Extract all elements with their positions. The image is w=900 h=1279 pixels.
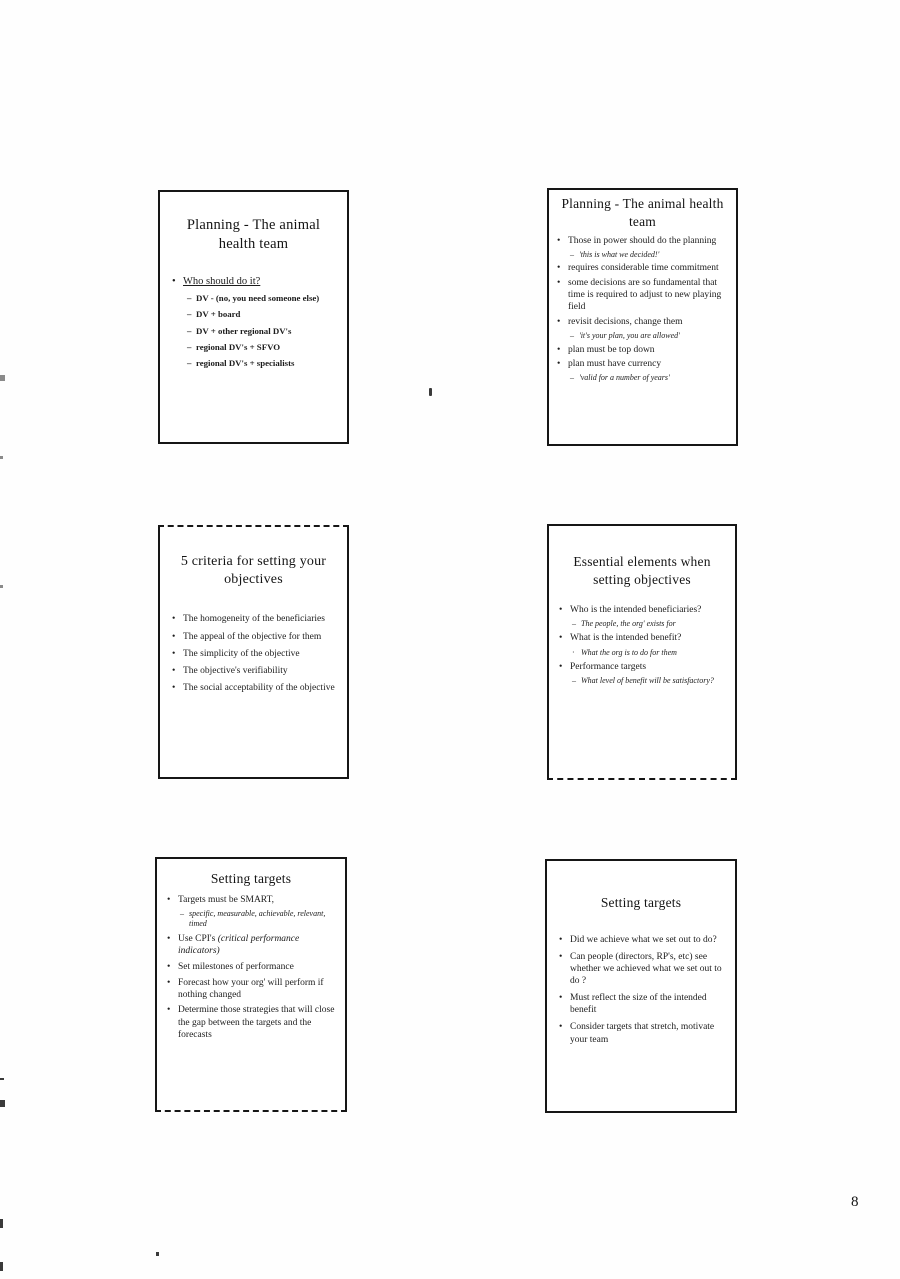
bullet-text: Those in power should do the planning [568,236,717,247]
bullet-text: some decisions are so fundamental that time is required to adjust to new playing field [568,278,722,313]
bullet-text: DV + other regional DV's [196,325,292,336]
bullet-item [557,358,728,370]
bullet-item [570,373,728,383]
bullet-text: Forecast how your org' will perform if nothing changed [178,977,324,1000]
slide-planning-team-2 [547,188,738,446]
scan-artifact [156,1252,159,1256]
bullet-dot-icon: • [557,236,561,247]
slide-body [557,235,728,383]
bullet-text: plan must have currency [568,359,662,370]
bullet-dot-icon: • [172,665,176,676]
bullet-item [557,235,728,247]
dash-icon: · [572,647,575,657]
dash-icon: – [180,909,184,919]
bullet-text: Who should do it? [183,275,261,287]
bullet-dot-icon: • [172,648,176,659]
bullet-dot-icon: • [559,934,563,945]
bullet-dot-icon: • [559,633,563,644]
bullet-dot-icon: • [167,894,171,905]
bullet-item [572,648,725,658]
slide-setting-targets-1 [155,857,347,1112]
bullet-dot-icon: • [559,951,563,962]
scan-artifact [0,1100,5,1107]
bullet-dot-icon: • [557,263,561,274]
bullet-dot-icon: • [559,661,563,672]
bullet-text: DV + board [196,309,241,320]
bullet-item [559,604,725,616]
bullet-dot-icon: • [167,977,171,988]
slide-essential-elements [547,524,737,780]
bullet-text: The simplicity of the objective [183,648,300,659]
dash-icon: – [187,341,192,352]
dash-icon: – [570,330,574,340]
slide-title: 5 criteria for setting your objectives [180,554,327,588]
bullet-text: Determine those strategies that will close the gap between the targets and the forecasts [178,1005,335,1040]
bullet-text: What level of benefit will be satisfactory? [581,676,714,686]
bullet-item [167,933,335,957]
bullet-text: Targets must be SMART, [178,894,275,905]
bullet-item [167,977,335,1001]
scan-artifact [0,1078,4,1080]
bullet-dot-icon: • [557,344,561,355]
bullet-item [570,331,728,341]
dash-icon: – [570,372,574,382]
bullet-dot-icon: • [172,683,176,693]
bullet-text: Who is the intended beneficiaries? [570,605,702,616]
bullet-item [172,631,335,643]
bullet-item [559,951,723,987]
dash-icon: – [572,676,576,686]
bullet-text: Use CPI's (critical performance indicators) [178,934,300,957]
bullet-dot-icon: • [559,993,563,1004]
bullet-dot-icon: • [167,1005,171,1016]
slide-body [172,275,335,370]
bullet-text: regional DV's + SFVO [196,341,281,352]
bullet-dot-icon: • [172,631,176,642]
bullet-text: Did we achieve what we set out to do? [570,934,717,945]
slide-planning-team-1 [158,190,349,444]
bullet-text: The social acceptability of the objective [183,683,335,693]
bullet-item [559,661,725,673]
bullet-text: specific, measurable, achievable, relevant, timed [189,909,326,929]
bullet-item [559,934,723,946]
bullet-item [557,262,728,274]
bullet-dot-icon: • [559,1022,563,1033]
slide-body [559,604,725,686]
bullet-item [167,1004,335,1040]
bullet-dot-icon: • [167,961,171,972]
bullet-item [187,342,335,353]
slide-body [167,894,335,1041]
dash-icon: – [187,293,192,304]
scan-artifact [0,1262,3,1271]
bullet-text: Set milestones of performance [178,961,294,972]
bullet-text: Consider targets that stretch, motivate your team [570,1022,715,1045]
bullet-item [559,992,723,1016]
bullet-text: Must reflect the size of the intended benefit [570,993,707,1016]
bullet-item [167,894,335,906]
bullet-item [172,648,335,660]
bullet-text: requires considerable time commitment [568,263,719,274]
bullet-text: plan must be top down [568,344,655,355]
bullet-text: revisit decisions, change them [568,317,683,328]
dash-icon: – [572,619,576,629]
dash-icon: – [187,358,192,369]
bullet-item [187,293,335,304]
bullet-item [172,613,335,625]
bullet-text: regional DV's + specialists [196,358,295,369]
dash-icon: – [187,325,192,336]
bullet-item [180,909,335,929]
bullet-text: Can people (directors, RP's, etc) see whether we achieved what we set out to do ? [570,951,722,987]
bullet-item [557,344,728,356]
bullet-item [570,250,728,260]
scan-artifact [0,456,3,459]
bullet-item [172,682,335,694]
scan-artifact [429,388,432,396]
bullet-item [172,665,335,677]
scan-artifact [0,1219,3,1228]
bullet-item [559,632,725,644]
bullet-text: 'this is what we decided!' [579,249,660,259]
slide-body [172,613,335,694]
slide-five-criteria [158,525,349,779]
bullet-text: What is the intended benefit? [570,633,682,644]
dash-icon: – [187,309,192,320]
bullet-text: What the org is to do for them [581,647,677,657]
slide-title: Planning - The animal health team [561,196,724,229]
bullet-text: DV - (no, you need someone else) [196,293,320,304]
bullet-text: 'it's your plan, you are allowed' [579,330,680,340]
bullet-dot-icon: • [559,605,563,616]
bullet-item [557,316,728,328]
scan-artifact [0,585,3,588]
slide-title: Essential elements when setting objectives [573,554,711,587]
slide-setting-targets-2 [545,859,737,1113]
slide-title: Setting targets [600,895,682,910]
bullet-text: Performance targets [570,661,647,672]
scan-artifact [0,375,5,381]
bullet-item [559,1021,723,1045]
bullet-text: The objective's verifiability [183,665,288,676]
bullet-dot-icon: • [557,278,561,289]
slide-title: Setting targets [210,871,292,886]
bullet-dot-icon: • [172,275,176,287]
bullet-item [187,358,335,369]
bullet-item [187,326,335,337]
slide-title: Planning - The animal health team [186,217,321,252]
bullet-dot-icon: • [167,934,171,945]
bullet-dot-icon: • [557,359,561,370]
bullet-item [167,961,335,973]
bullet-dot-icon: • [557,317,561,328]
bullet-item [557,277,728,313]
slide-body [559,934,723,1046]
bullet-text: The homogeneity of the beneficiaries [183,614,325,625]
bullet-item [572,676,725,686]
bullet-item [172,275,335,288]
page-number: 8 [851,1194,859,1210]
bullet-item [572,619,725,629]
bullet-text: The people, the org' exists for [581,619,676,629]
dash-icon: – [570,249,574,259]
bullet-text: The appeal of the objective for them [183,631,322,642]
bullet-text: 'valid for a number of years' [579,372,670,382]
bullet-dot-icon: • [172,614,176,625]
bullet-item [187,309,335,320]
